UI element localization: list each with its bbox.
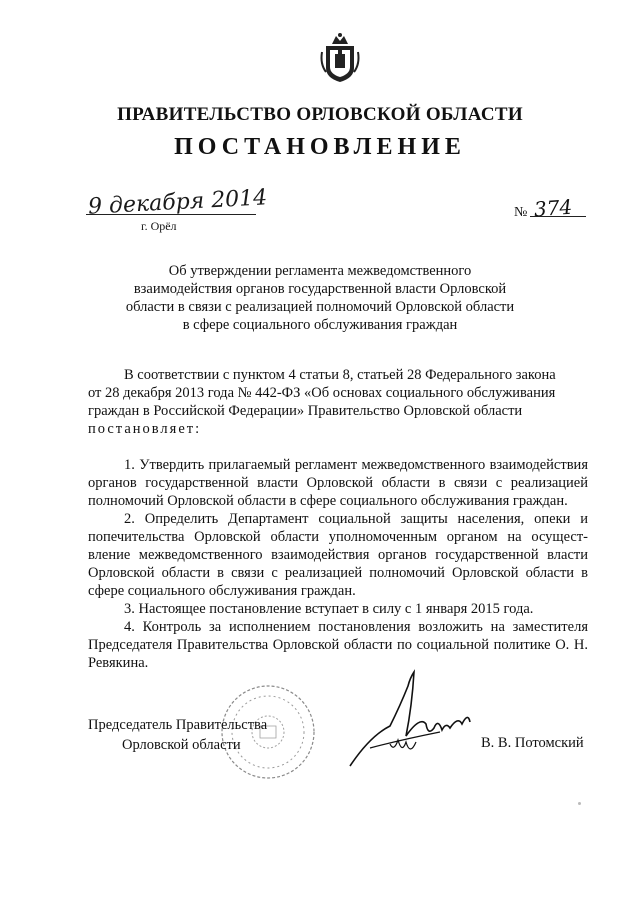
preamble-line: от 28 декабря 2013 года № 442-ФЗ «Об основах социального обслуживания [88,385,556,401]
resolution-item: 4. Контроль за исполнением постановления возложить на заместителя Председателя Правительства Орловской области по социальной политике О. Н. Ревякина. [88,619,588,671]
signatory-name: В. В. Потомский [481,735,584,751]
handwritten-date: 9 декабря 2014 [87,185,268,220]
resolution-items [88,456,588,672]
position-line: Председатель Правительства [88,717,268,733]
city-label: г. Орёл [141,219,177,233]
handwritten-number: 374 [533,194,573,222]
government-name: ПРАВИТЕЛЬСТВО ОРЛОВСКОЙ ОБЛАСТИ [117,104,523,125]
orel-oblast-coat-of-arms-icon [316,32,364,84]
number-underline [530,216,586,217]
document-type: ПОСТАНОВЛЕНИЕ [174,134,466,160]
preamble-line: граждан в Российской Федерации» Правительство Орловской области [88,403,523,419]
date-underline [86,214,256,215]
document-title [0,262,640,334]
title-line: взаимодействия органов государственной власти Орловской [133,281,507,297]
preamble-line: постановляет: [88,421,202,437]
number-sign: № [514,205,528,220]
resolution-item: 2. Определить Департамент социальной защиты населения, опеки и попечительства Орловской области уполномоченным органом на осущест-вление межведомственного взаимодействия органов государственной власти Орловской области в связи с реализацией полномочий Орловской области в сфере социального обслуживания граждан. [88,511,588,599]
signatory-position [88,715,267,755]
preamble [88,366,588,438]
title-line: области в связи с реализацией полномочий Орловской области [125,299,515,315]
resolution-item: 3. Настоящее постановление вступает в силу с 1 января 2015 года. [124,601,534,617]
scan-speck [578,802,581,805]
position-line: Орловской области [122,737,241,753]
resolution-item: 1. Утвердить прилагаемый регламент межведомственного взаимодействия органов государственной власти Орловской области в связи с реализацией полномочий Орловской области в сфере социального обслуживания граждан. [88,457,588,509]
preamble-line: В соответствии с пунктом 4 статьи 8, статьей 28 Федерального закона [124,367,556,383]
handwritten-signature-icon [330,666,480,776]
title-line: Об утверждении регламента межведомственного [168,263,472,279]
title-line: в сфере социального обслуживания граждан [182,317,458,333]
